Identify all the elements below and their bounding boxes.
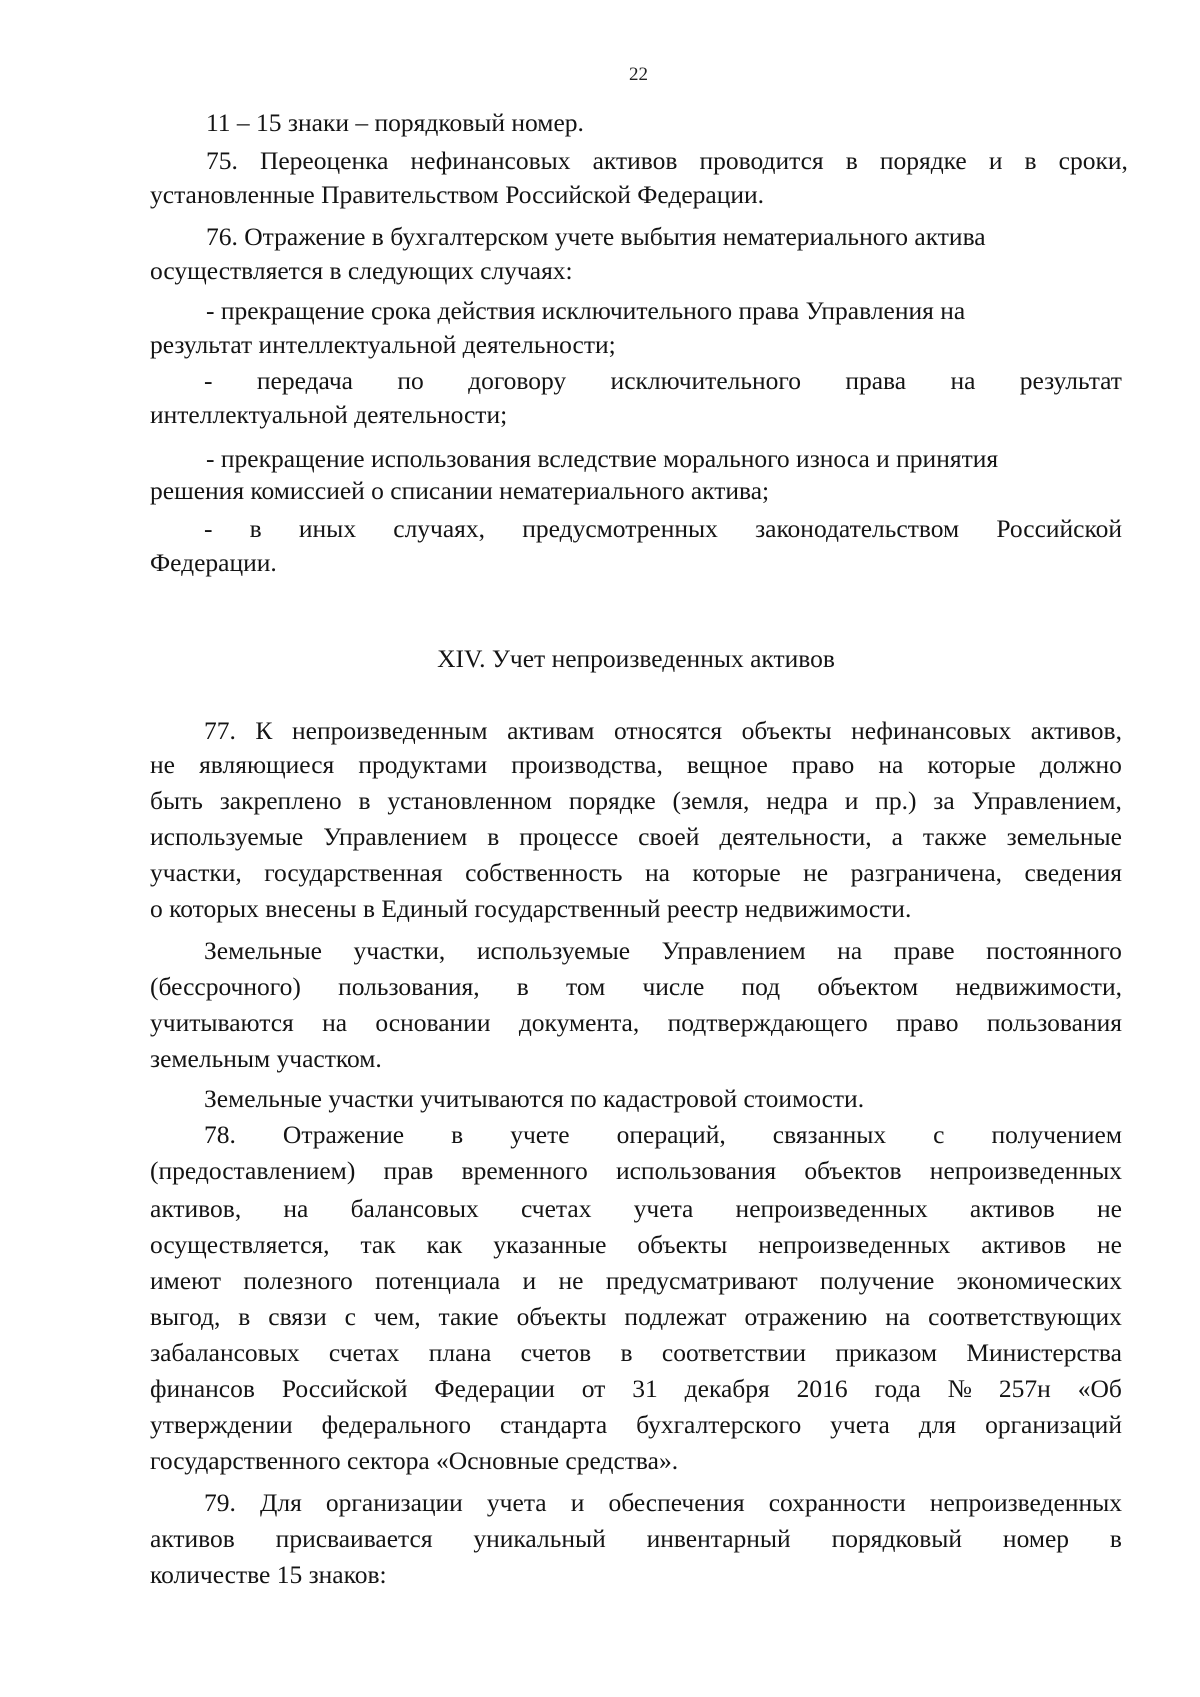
word: основании bbox=[375, 1008, 491, 1037]
text-line bbox=[150, 822, 1122, 852]
word: участки, bbox=[353, 936, 446, 965]
word: так bbox=[360, 1230, 396, 1259]
word: присваивается bbox=[275, 1524, 433, 1553]
word: на bbox=[837, 936, 863, 965]
word: Российской bbox=[281, 1374, 408, 1403]
word: под bbox=[741, 972, 781, 1001]
justified-line bbox=[204, 366, 1122, 396]
word: и bbox=[988, 146, 1003, 175]
word: используемые bbox=[150, 822, 304, 851]
text-line: 11 – 15 знаки – порядковый номер. bbox=[206, 108, 584, 137]
word: не bbox=[558, 1266, 584, 1295]
word: выгод, bbox=[150, 1302, 221, 1331]
word: договору bbox=[468, 366, 567, 395]
word: исключительного bbox=[610, 366, 801, 395]
word: в bbox=[1109, 1524, 1122, 1553]
word: разграничена, bbox=[850, 858, 1003, 887]
word: относятся bbox=[613, 716, 723, 745]
word: объектом bbox=[817, 972, 919, 1001]
word: (земля, bbox=[672, 786, 750, 815]
word: сохранности bbox=[768, 1488, 906, 1517]
word: непроизведенных bbox=[735, 1194, 928, 1223]
text-line bbox=[204, 716, 1122, 746]
word: за bbox=[933, 786, 955, 815]
word: порядковый bbox=[831, 1524, 963, 1553]
word: в bbox=[238, 1302, 251, 1331]
word: на bbox=[322, 1008, 348, 1037]
text-line-justified bbox=[206, 146, 1128, 176]
word: для bbox=[918, 1410, 957, 1439]
word: права bbox=[845, 366, 907, 395]
word: сведения bbox=[1024, 858, 1122, 887]
word: соответствующих bbox=[928, 1302, 1122, 1331]
text-line bbox=[150, 1230, 1122, 1260]
word: непроизведенным bbox=[291, 716, 488, 745]
word: как bbox=[426, 1230, 463, 1259]
word: связи bbox=[268, 1302, 327, 1331]
word: непроизведенных bbox=[758, 1230, 951, 1259]
text-line bbox=[150, 858, 1122, 888]
word: производства, bbox=[511, 750, 663, 779]
word: активов, bbox=[150, 1194, 242, 1223]
word: Для bbox=[259, 1488, 302, 1517]
word: потенциала bbox=[375, 1266, 501, 1295]
word: порядке bbox=[568, 786, 656, 815]
word: Управлением bbox=[323, 822, 468, 851]
word: используемые bbox=[476, 936, 631, 965]
word: активов bbox=[981, 1230, 1067, 1259]
word: Переоценка bbox=[259, 146, 389, 175]
word: процессе bbox=[519, 822, 619, 851]
word: полезного bbox=[243, 1266, 353, 1295]
word: Управлением bbox=[661, 936, 806, 965]
word: проводится bbox=[699, 146, 824, 175]
word: пользования bbox=[986, 1008, 1122, 1037]
word: 257н bbox=[998, 1374, 1051, 1403]
word: счетов bbox=[520, 1338, 592, 1367]
word: связанных bbox=[772, 1120, 887, 1149]
word: предусмотренных bbox=[522, 514, 718, 543]
text-line: установленные Правительством Российской Федерации. bbox=[150, 180, 765, 209]
word: и bbox=[570, 1488, 585, 1517]
word: активов bbox=[969, 1194, 1055, 1223]
word: плана bbox=[428, 1338, 492, 1367]
word: учета bbox=[633, 1194, 694, 1223]
word: пр.) bbox=[875, 786, 917, 815]
word: объектов bbox=[804, 1156, 902, 1185]
text-line bbox=[150, 1374, 1122, 1404]
word: на bbox=[878, 750, 904, 779]
word: (предоставлением) bbox=[150, 1156, 356, 1185]
text-line bbox=[150, 1156, 1122, 1186]
word: на bbox=[885, 1302, 911, 1331]
word: в bbox=[516, 972, 529, 1001]
word: такие bbox=[438, 1302, 499, 1331]
word: учета bbox=[830, 1410, 890, 1439]
word: Земельные bbox=[204, 936, 322, 965]
page-number: 22 bbox=[629, 64, 648, 85]
word: документа, bbox=[518, 1008, 640, 1037]
word: нефинансовых bbox=[410, 146, 571, 175]
text-line bbox=[204, 1120, 1122, 1150]
word: забалансовых bbox=[150, 1338, 300, 1367]
word: балансовых bbox=[350, 1194, 479, 1223]
word: 79. bbox=[204, 1488, 236, 1517]
word: операций, bbox=[616, 1120, 726, 1149]
text-line: Федерации. bbox=[150, 548, 277, 577]
word: обеспечения bbox=[608, 1488, 745, 1517]
text-line bbox=[150, 1194, 1122, 1224]
word: «Об bbox=[1077, 1374, 1122, 1403]
word: - bbox=[204, 366, 213, 395]
word: деятельности, bbox=[719, 822, 872, 851]
word: бухгалтерского bbox=[636, 1410, 802, 1439]
word: активов bbox=[592, 146, 678, 175]
section-heading: XIV. Учет непроизведенных активов bbox=[437, 644, 835, 673]
text-line: государственного сектора «Основные средства». bbox=[150, 1446, 679, 1475]
word: непроизведенных bbox=[929, 1488, 1122, 1517]
text-line bbox=[150, 1410, 1122, 1440]
word: счетах bbox=[520, 1194, 592, 1223]
word: в bbox=[249, 514, 262, 543]
word: в bbox=[1024, 146, 1037, 175]
text-line bbox=[204, 1488, 1122, 1518]
text-line bbox=[150, 1524, 1122, 1554]
word: предусматривают bbox=[605, 1266, 798, 1295]
word: подтверждающего bbox=[667, 1008, 868, 1037]
word: недвижимости, bbox=[955, 972, 1122, 1001]
word: на bbox=[950, 366, 976, 395]
word: 31 bbox=[632, 1374, 658, 1403]
word: отражению bbox=[744, 1302, 868, 1331]
word: в bbox=[620, 1338, 633, 1367]
word: учете bbox=[510, 1120, 570, 1149]
word: приказом bbox=[835, 1338, 938, 1367]
word: года bbox=[874, 1374, 921, 1403]
word: по bbox=[397, 366, 424, 395]
word: организаций bbox=[985, 1410, 1122, 1439]
word: также bbox=[922, 822, 987, 851]
word: активам bbox=[507, 716, 595, 745]
word: объекты bbox=[516, 1302, 607, 1331]
text-line: о которых внесены в Единый государственный реестр недвижимости. bbox=[150, 894, 912, 923]
word: продуктами bbox=[358, 750, 488, 779]
text-line: осуществляется в следующих случаях: bbox=[150, 256, 573, 285]
text-line: количестве 15 знаков: bbox=[150, 1560, 387, 1589]
word: право bbox=[791, 750, 855, 779]
word: федерального bbox=[321, 1410, 472, 1439]
word: получение bbox=[819, 1266, 935, 1295]
word: на bbox=[645, 858, 670, 887]
word: непроизведенных bbox=[929, 1156, 1122, 1185]
text-line bbox=[150, 972, 1122, 1002]
word: и bbox=[522, 1266, 537, 1295]
word: должно bbox=[1039, 750, 1122, 779]
text-line: - прекращение использования вследствие морального износа и принятия bbox=[206, 444, 999, 473]
word: получением bbox=[991, 1120, 1122, 1149]
text-line bbox=[150, 1266, 1122, 1296]
text-line bbox=[150, 1338, 1122, 1368]
word: иных bbox=[298, 514, 357, 543]
word: утверждении bbox=[150, 1410, 293, 1439]
word: 78. bbox=[204, 1120, 236, 1149]
word: закреплено bbox=[219, 786, 342, 815]
word: нефинансовых bbox=[851, 716, 1012, 745]
word: а bbox=[891, 822, 903, 851]
word: пользования, bbox=[338, 972, 480, 1001]
word: постоянного bbox=[986, 936, 1122, 965]
word: на bbox=[283, 1194, 309, 1223]
word: в bbox=[358, 786, 371, 815]
word: недра bbox=[766, 786, 828, 815]
word: Управлением, bbox=[971, 786, 1122, 815]
word: государственная bbox=[264, 858, 443, 887]
word: учитываются bbox=[150, 1008, 294, 1037]
word: Министерства bbox=[966, 1338, 1122, 1367]
word: установленном bbox=[387, 786, 552, 815]
word: которые bbox=[927, 750, 1016, 779]
word: том bbox=[566, 972, 606, 1001]
word: и bbox=[844, 786, 859, 815]
word: номер bbox=[1002, 1524, 1070, 1553]
text-line: земельным участком. bbox=[150, 1044, 382, 1073]
word: результат bbox=[1019, 366, 1122, 395]
word: 75. bbox=[206, 146, 238, 175]
text-line: интеллектуальной деятельности; bbox=[150, 400, 508, 429]
word: в bbox=[845, 146, 858, 175]
word: прав bbox=[383, 1156, 434, 1185]
word: уникальный bbox=[473, 1524, 606, 1553]
text-line bbox=[150, 786, 1122, 816]
word: Отражение bbox=[282, 1120, 405, 1149]
word: объекты bbox=[637, 1230, 728, 1259]
word: декабря bbox=[684, 1374, 770, 1403]
word: не bbox=[803, 858, 829, 887]
text-line bbox=[150, 1008, 1122, 1038]
word: не bbox=[150, 750, 175, 779]
word: подлежат bbox=[624, 1302, 727, 1331]
word: быть bbox=[150, 786, 203, 815]
text-line bbox=[204, 936, 1122, 966]
word: земельные bbox=[1006, 822, 1122, 851]
justified-line bbox=[204, 514, 1122, 544]
word: осуществляется, bbox=[150, 1230, 330, 1259]
text-line bbox=[150, 750, 1122, 780]
text-line: результат интеллектуальной деятельности; bbox=[150, 330, 616, 359]
word: счетах bbox=[328, 1338, 400, 1367]
word: с bbox=[933, 1120, 945, 1149]
word: от bbox=[581, 1374, 606, 1403]
word: стандарта bbox=[499, 1410, 608, 1439]
word: участки, bbox=[150, 858, 242, 887]
word: порядке bbox=[879, 146, 967, 175]
word: временного bbox=[461, 1156, 588, 1185]
word: объекты bbox=[741, 716, 832, 745]
word: активов, bbox=[1030, 716, 1122, 745]
word: не bbox=[1096, 1194, 1122, 1223]
word: собственность bbox=[465, 858, 623, 887]
word: учета bbox=[486, 1488, 547, 1517]
word: в bbox=[487, 822, 500, 851]
word: имеют bbox=[150, 1266, 221, 1295]
word: право bbox=[896, 1008, 959, 1037]
word: указанные bbox=[493, 1230, 607, 1259]
text-line: - прекращение срока действия исключительного права Управления на bbox=[206, 296, 966, 325]
word: организации bbox=[325, 1488, 463, 1517]
word: праве bbox=[893, 936, 955, 965]
word: финансов bbox=[150, 1374, 255, 1403]
word: передача bbox=[256, 366, 353, 395]
text-line: Земельные участки учитываются по кадастровой стоимости. bbox=[204, 1084, 865, 1113]
word: случаях, bbox=[393, 514, 486, 543]
word: вещное bbox=[686, 750, 768, 779]
word: сроки, bbox=[1058, 146, 1128, 175]
word: своей bbox=[638, 822, 700, 851]
word: инвентарный bbox=[646, 1524, 791, 1553]
word: соответствии bbox=[661, 1338, 806, 1367]
word: экономических bbox=[956, 1266, 1122, 1295]
word: не bbox=[1097, 1230, 1122, 1259]
word: законодательством bbox=[755, 514, 960, 543]
text-line: 76. Отражение в бухгалтерском учете выбытия нематериального актива bbox=[206, 222, 986, 251]
word: числе bbox=[642, 972, 705, 1001]
word: которые bbox=[692, 858, 781, 887]
word: Российской bbox=[996, 514, 1122, 543]
word: - bbox=[204, 514, 213, 543]
word: использования bbox=[615, 1156, 777, 1185]
word: № bbox=[947, 1374, 972, 1403]
word: в bbox=[451, 1120, 464, 1149]
word: являющиеся bbox=[199, 750, 335, 779]
word: активов bbox=[150, 1524, 235, 1553]
word: с bbox=[344, 1302, 356, 1331]
word: чем, bbox=[373, 1302, 421, 1331]
text-line: решения комиссией о списании нематериального актива; bbox=[150, 476, 770, 505]
word: (бессрочного) bbox=[150, 972, 301, 1001]
word: 2016 bbox=[796, 1374, 848, 1403]
word: Федерации bbox=[434, 1374, 555, 1403]
text-line bbox=[150, 1302, 1122, 1332]
word: К bbox=[255, 716, 273, 745]
word: 77. bbox=[204, 716, 236, 745]
